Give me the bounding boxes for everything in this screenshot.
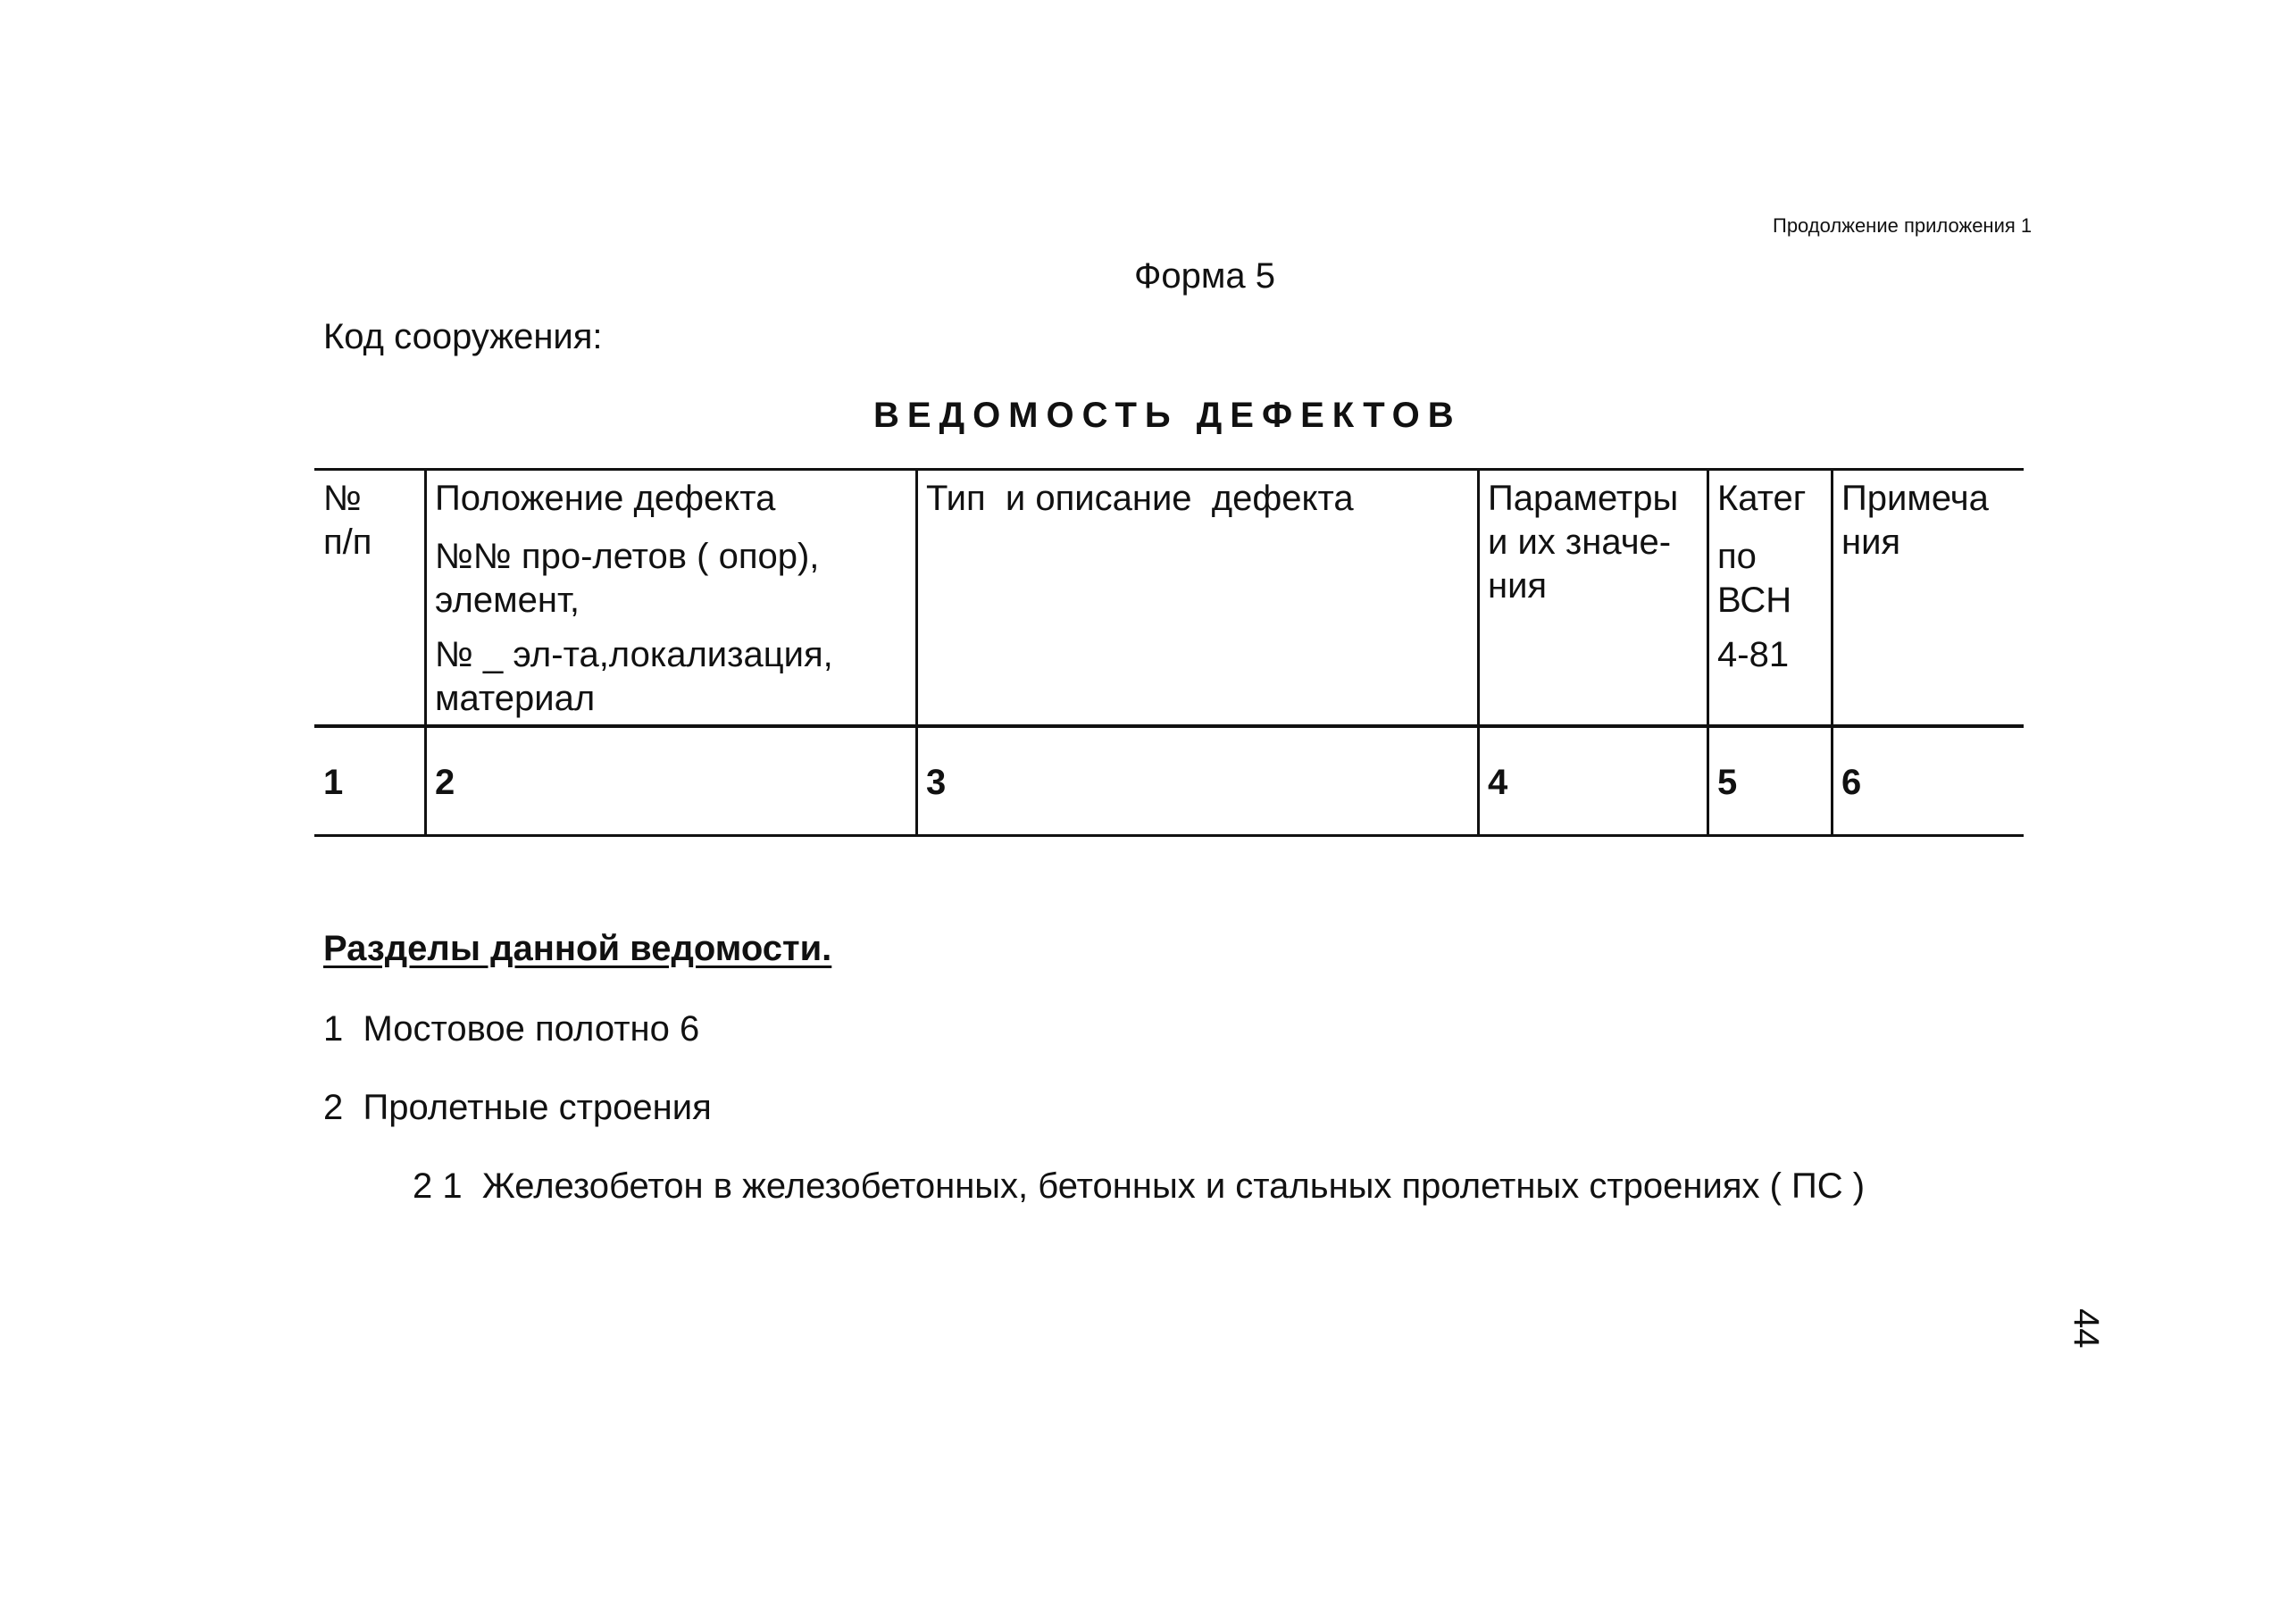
column-number: 1 <box>323 763 344 802</box>
header-cell-category <box>1717 477 1806 677</box>
header-cell-defect-location <box>435 477 833 721</box>
column-divider <box>1477 468 1480 837</box>
document-title: ВЕДОМОСТЬ ДЕФЕКТОВ <box>873 396 1462 435</box>
column-divider <box>424 468 427 837</box>
column-number: 6 <box>1841 763 1862 802</box>
header-line: № _ эл-та,локализация, <box>435 635 833 674</box>
header-line: №№ про-летов ( опор), <box>435 537 820 576</box>
header-line: Примеча <box>1841 479 1989 518</box>
header-line: Катег <box>1717 479 1807 518</box>
header-line: элемент, <box>435 581 580 620</box>
header-line: ния <box>1841 522 1901 562</box>
header-line: Положение дефекта <box>435 479 776 518</box>
header-cell-number <box>323 477 372 564</box>
header-cell-notes <box>1841 477 1989 564</box>
section-item: 2 Пролетные строения <box>323 1088 712 1127</box>
header-line: по <box>1717 537 1757 576</box>
column-divider <box>1831 468 1833 837</box>
column-number: 4 <box>1488 763 1508 802</box>
header-cell-parameters <box>1488 477 1678 608</box>
column-number: 2 <box>435 763 455 802</box>
table-bottom-rule <box>314 834 2024 837</box>
section-item: 2 1 Железобетон в железобетонных, бетонных и стальных пролетных строениях ( ПС ) <box>413 1166 1866 1206</box>
page-number: 44 <box>2066 1308 2106 1349</box>
appendix-continuation-note: Продолжение приложения 1 <box>1773 214 2033 237</box>
header-line: ния <box>1488 566 1548 606</box>
column-number: 5 <box>1717 763 1738 802</box>
column-number: 3 <box>926 763 947 802</box>
table-top-rule <box>314 468 2024 471</box>
header-line: Параметры <box>1488 479 1679 518</box>
defect-table <box>314 468 2024 837</box>
structure-code-label: Код сооружения: <box>323 317 603 356</box>
header-line: Тип и описание дефекта <box>926 479 1354 518</box>
sections-heading: Разделы данной ведомости. <box>323 929 832 968</box>
table-header-bottom-rule <box>314 724 2024 728</box>
column-divider <box>915 468 918 837</box>
header-line: № <box>323 479 362 518</box>
section-item: 1 Мостовое полотно 6 <box>323 1009 700 1049</box>
header-cell-defect-type <box>926 477 1354 521</box>
header-line: п/п <box>323 522 372 562</box>
header-line: материал <box>435 679 596 718</box>
header-line: ВСН <box>1717 581 1792 620</box>
header-line: и их значе- <box>1488 522 1672 562</box>
header-line: 4-81 <box>1717 635 1790 674</box>
form-label: Форма 5 <box>1134 256 1276 296</box>
column-divider <box>1707 468 1709 837</box>
